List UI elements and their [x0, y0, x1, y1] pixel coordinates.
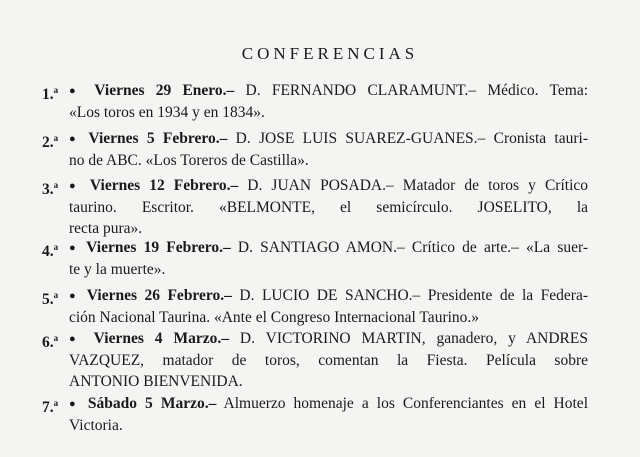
bullet-icon: ● [69, 333, 83, 345]
description-line: ción Nacional Taurina. «Ante el Congreso Internacional Taurino.» [69, 309, 480, 326]
bullet-icon: ● [69, 290, 80, 302]
item-number: 7.$^a$ [42, 398, 59, 416]
speaker-text: D. FERNANDO CLARAMUNT.– Médico. Tema: [234, 82, 589, 99]
bullet-icon: ● [69, 133, 81, 145]
description-line: te y la muerte». [69, 261, 166, 278]
item-number: 3.$^a$ [42, 180, 59, 198]
date-label: Viernes 29 Enero.– [94, 82, 235, 99]
description-line: ANTONIO BIENVENIDA. [69, 373, 243, 390]
item-number: 2.$^a$ [42, 133, 59, 151]
bullet-icon: ● [69, 242, 79, 254]
item-number: 6.$^a$ [42, 333, 59, 351]
date-label: Viernes 12 Febrero.– [89, 177, 239, 194]
description-line: no de ABC. «Los Toreros de Castilla». [69, 152, 309, 169]
speaker-text: D. VICTORINO MARTIN, ganadero, y ANDRES [228, 330, 588, 347]
description-line: recta pura». [69, 220, 143, 237]
date-label: Viernes 26 Febrero.– [86, 287, 232, 304]
item-number: 1.$^a$ [42, 85, 59, 103]
description-line: «Los toros en 1934 y en 1834». [69, 104, 265, 121]
description-line: taurino. Escritor. «BELMONTE, el semicírculo. JOSELITO, la [69, 199, 588, 216]
bullet-icon: ● [69, 180, 81, 192]
speaker-text: D. SANTIAGO AMON.– Crítico de arte.– «La suer- [230, 239, 588, 256]
speaker-text: D. LUCIO DE SANCHO.– Presidente de la Federa- [231, 287, 588, 304]
date-label: Viernes 5 Febrero.– [88, 130, 228, 147]
bullet-icon: ● [69, 398, 80, 410]
item-number: 4.$^a$ [42, 242, 59, 260]
speaker-text: Almuerzo homenaje a los Conferenciantes en el Hotel [216, 395, 588, 412]
description-line: VAZQUEZ, matador de toros, comentan la Fiesta. Película sobre [69, 352, 588, 369]
bullet-icon: ● [69, 85, 84, 97]
date-label: Viernes 19 Febrero.– [86, 239, 231, 256]
date-label: Sábado 5 Marzo.– [87, 395, 217, 412]
page-title: CONFERENCIAS [241, 44, 419, 63]
item-number: 5.$^a$ [42, 290, 59, 308]
date-label: Viernes 4 Marzo.– [93, 330, 229, 347]
speaker-text: D. JOSE LUIS SUAREZ-GUANES.– Cronista tauri- [227, 130, 588, 147]
speaker-text: D. JUAN POSADA.– Matador de toros y Crítico [238, 177, 589, 194]
description-line: Victoria. [69, 417, 123, 434]
